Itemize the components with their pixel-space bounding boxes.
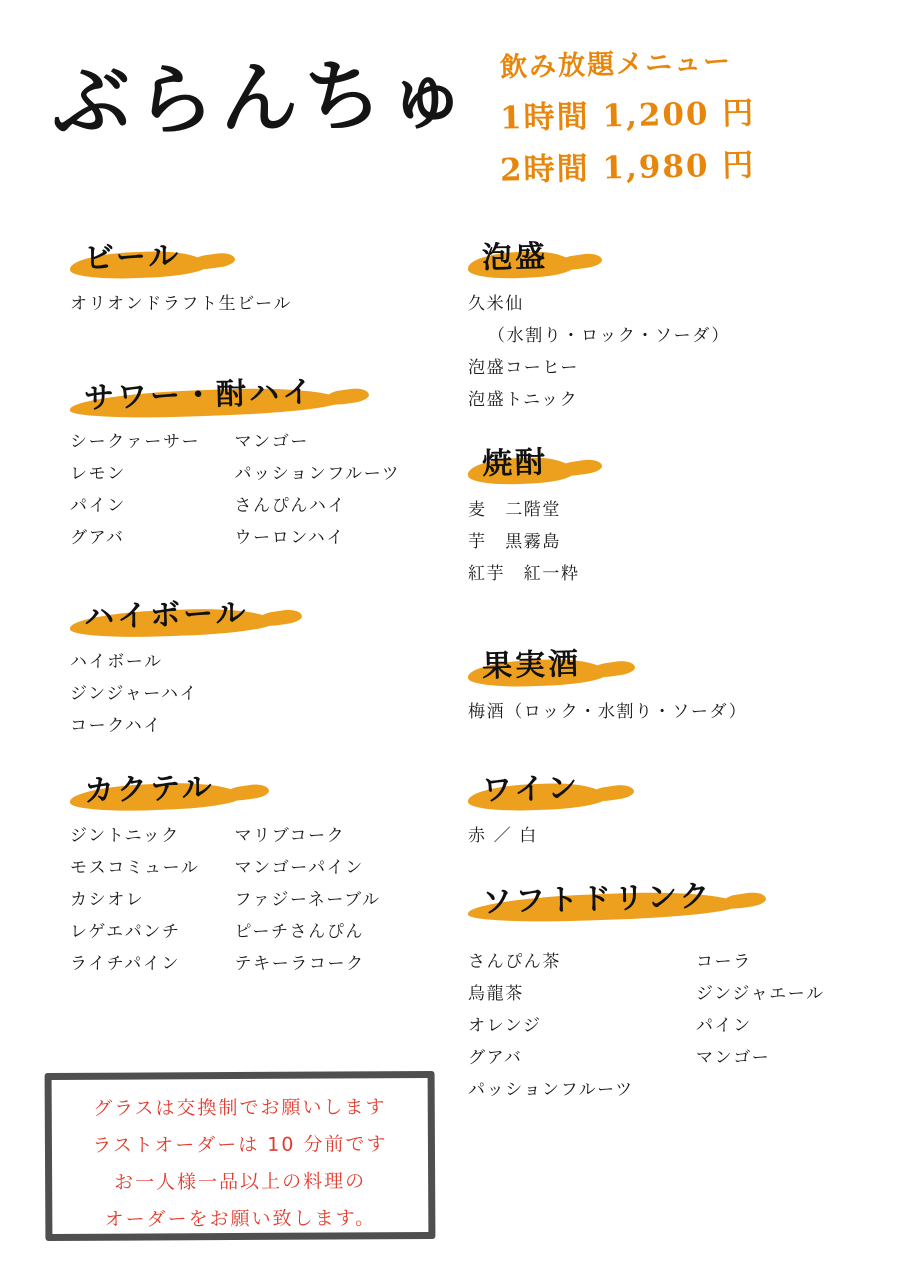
- list-item: 泡盛トニック: [468, 390, 579, 410]
- list-item: カシオレ: [70, 890, 145, 910]
- section-heading-awamori: 泡盛: [468, 230, 574, 282]
- list-item: モスコミュール: [70, 858, 200, 878]
- section-shochu: [468, 436, 868, 583]
- list-item: ハイボール: [70, 652, 163, 672]
- section-heading-softdrink: ソフトドリンク: [468, 872, 738, 924]
- section-heading-fruit-liquor: 果実酒: [468, 638, 607, 690]
- list-item: シークァーサー: [70, 432, 201, 452]
- section-heading-beer: ビール: [70, 230, 207, 282]
- list-item: 芋 黒霧島: [468, 532, 561, 552]
- list-item: ウーロンハイ: [234, 528, 345, 548]
- notice-line: お一人様一品以上の料理の: [114, 1170, 367, 1194]
- item-list-shochu: [468, 502, 868, 583]
- list-item: さんぴんハイ: [234, 496, 347, 516]
- item-list-sour-chuhai: [70, 434, 450, 562]
- list-item: ジンジャエール: [696, 984, 825, 1004]
- list-item: パッションフルーツ: [234, 464, 401, 484]
- item-list-cocktail: [70, 828, 450, 988]
- page-title: ぶらんちゅ: [51, 48, 473, 149]
- list-item: マンゴー: [696, 1048, 771, 1068]
- item-list-column-2: [235, 434, 450, 562]
- spacer: [468, 736, 868, 762]
- menu-column-right: [468, 230, 868, 1114]
- list-item: さんぴん茶: [468, 952, 561, 972]
- list-item: ファジーネーブル: [234, 890, 381, 910]
- section-beer: [70, 230, 450, 313]
- item-list-column-2: [235, 828, 450, 988]
- list-item: コーラ: [696, 952, 752, 972]
- item-list-softdrink: [468, 940, 868, 1114]
- list-item: ピーチさんぴん: [234, 922, 365, 942]
- list-item: マンゴーパイン: [234, 858, 364, 878]
- all-you-can-drink-price-1h: 1時間 1,200 円: [499, 95, 756, 137]
- section-highball: [70, 588, 450, 735]
- spacer: [70, 328, 450, 368]
- list-item: 泡盛コーヒー: [468, 358, 579, 378]
- item-list-column-1: [70, 434, 235, 562]
- section-sour-chuhai: [70, 368, 450, 562]
- section-heading-cocktail: カクテル: [70, 762, 241, 814]
- all-you-can-drink-title: 飲み放題メニュー: [499, 46, 733, 84]
- list-item: ライチパイン: [70, 954, 181, 974]
- list-item: 紅芋 紅一粋: [468, 564, 580, 584]
- list-item: オレンジ: [468, 1016, 542, 1036]
- all-you-can-drink-block: [500, 42, 755, 194]
- item-list-awamori: [468, 296, 868, 409]
- notice-line: オーダーをお願い致します。: [104, 1207, 377, 1231]
- list-item: 久米仙: [468, 294, 524, 314]
- all-you-can-drink-price-2h: 2時間 1,980 円: [499, 147, 756, 189]
- list-item: ジンジャーハイ: [70, 684, 199, 704]
- spacer: [70, 562, 450, 588]
- spacer: [468, 860, 868, 872]
- section-heading-highball: ハイボール: [70, 588, 274, 640]
- list-item: テキーラコーク: [234, 954, 365, 974]
- menu-column-left: [70, 230, 450, 988]
- item-list-column-2: [696, 954, 825, 1114]
- list-item: パッションフルーツ: [468, 1080, 634, 1100]
- spacer: [70, 750, 450, 762]
- list-item: マリブコーク: [234, 826, 346, 846]
- list-item: 梅酒（ロック・水割り・ソーダ）: [468, 702, 748, 722]
- list-item: 赤 ／ 白: [468, 826, 538, 846]
- list-item: 烏龍茶: [468, 984, 524, 1004]
- list-item: ジントニック: [70, 826, 180, 846]
- list-item: マンゴー: [234, 432, 309, 452]
- item-list-fruit-liquor: [468, 704, 868, 721]
- section-heading-sour-chuhai: サワー・酎ハイ: [70, 368, 341, 420]
- list-item: パイン: [696, 1016, 752, 1036]
- notice-line: グラスは交換制でお願いします: [92, 1096, 387, 1120]
- list-item: グアバ: [70, 528, 125, 548]
- notice-box: [45, 1071, 436, 1241]
- list-item: 麦 二階堂: [468, 500, 561, 520]
- list-item: グアバ: [468, 1048, 523, 1068]
- section-fruit-liquor: [468, 638, 868, 721]
- list-item: レモン: [70, 464, 126, 484]
- section-softdrink: [468, 872, 868, 1114]
- item-list-column-1: [70, 828, 235, 988]
- item-list-column-1: [468, 954, 696, 1114]
- list-item: レゲエパンチ: [70, 922, 181, 942]
- section-heading-shochu: 焼酎: [468, 436, 574, 488]
- spacer: [468, 424, 868, 436]
- item-list-wine: [468, 828, 868, 845]
- notice-content: [52, 1078, 429, 1230]
- list-item: （水割り・ロック・ソーダ）: [488, 326, 730, 346]
- section-wine: [468, 762, 868, 845]
- section-cocktail: [70, 762, 450, 988]
- notice-line: ラストオーダーは 10 分前です: [92, 1133, 388, 1157]
- list-item: コークハイ: [70, 716, 162, 736]
- item-list-highball: [70, 654, 450, 735]
- spacer: [468, 598, 868, 638]
- section-heading-wine: ワイン: [468, 762, 606, 814]
- section-awamori: [468, 230, 868, 409]
- list-item: パイン: [70, 496, 126, 516]
- item-list-beer: [70, 296, 450, 313]
- list-item: オリオンドラフト生ビール: [70, 294, 293, 314]
